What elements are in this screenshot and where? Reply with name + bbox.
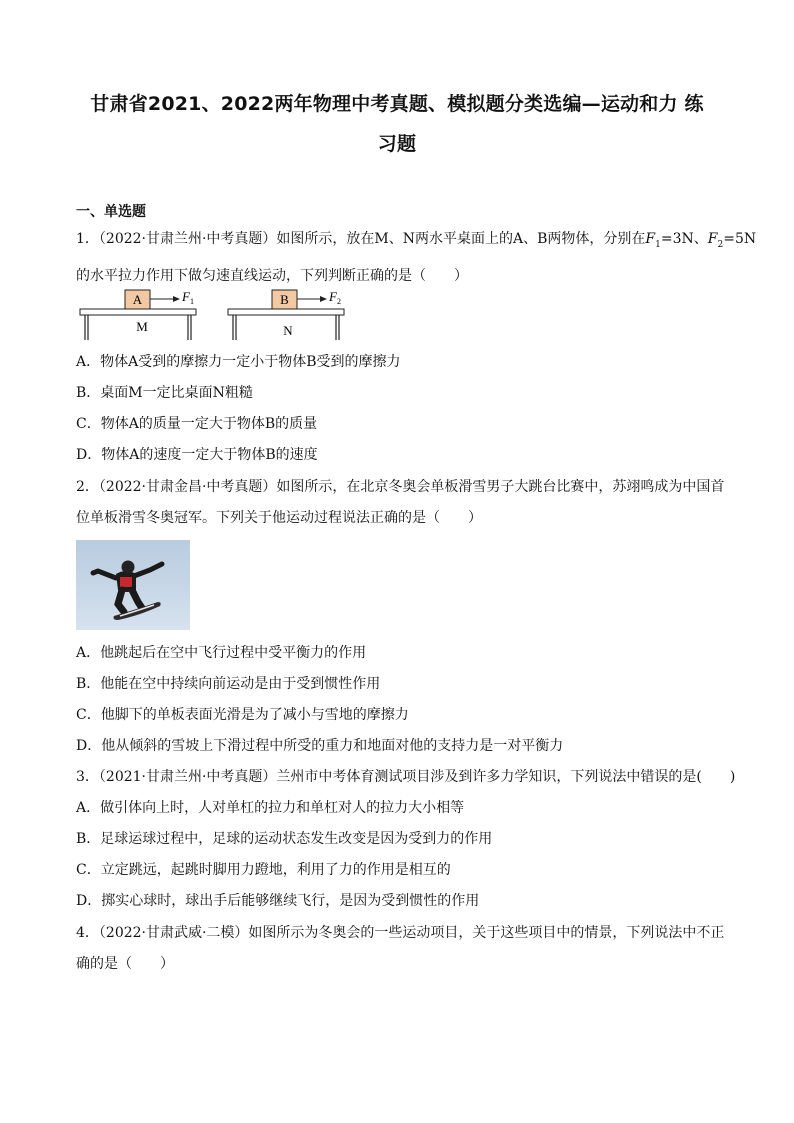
q1-stem-part-d: 的水平拉力作用下做匀速直线运动，下列判断正确的是（ ） (76, 267, 468, 284)
q2-option-a: A．他跳起后在空中飞行过程中受平衡力的作用 (76, 645, 367, 661)
subscript-2: 2 (717, 239, 724, 250)
q3-option-b: B．足球运球过程中，足球的运动状态发生改变是因为受到力的作用 (76, 831, 493, 847)
table-m-top (80, 309, 196, 315)
q1-stem-part-a: 1．（2022·甘肃兰州·中考真题）如图所示，放在M、N两水平桌面上的A、B两物体，分别在 (76, 231, 646, 247)
question-4-stem (76, 918, 724, 980)
table-n-top (228, 309, 344, 315)
q4-stem-part-a: 4．（2022·甘肃武威·二模）如图所示为冬奥会的一些运动项目，关于这些项目中的情景，下列说法中不正 (76, 925, 725, 941)
force-symbol-f1: F (645, 231, 656, 247)
table-m-label: M (136, 319, 148, 334)
block-a-label: A (132, 292, 143, 307)
force-arrow-f1-head (173, 296, 180, 302)
q2-stem-part-a: 2．（2022·甘肃金昌·中考真题）如图所示，在北京冬奥会单板滑雪男子大跳台比赛中，苏翊鸣成为中国首 (76, 479, 725, 495)
title-line-2: 习题 (377, 133, 417, 155)
snowboarder-illustration (76, 540, 190, 630)
q1-stem-part-c: =5N (723, 231, 757, 247)
q3-option-a: A．做引体向上时，人对单杠的拉力和单杠对人的拉力大小相等 (76, 800, 465, 816)
block-b-label: B (280, 292, 289, 307)
q1-option-b: B．桌面M一定比桌面N粗糙 (76, 385, 253, 401)
force-symbol-f2: F (707, 231, 718, 247)
question-3-stem: 3．（2021·甘肃兰州·中考真题）兰州市中考体育测试项目涉及到许多力学知识，下列说法中错误的是( ) (76, 769, 736, 785)
q2-option-d: D．他从倾斜的雪坡上下滑过程中所受的重力和地面对他的支持力是一对平衡力 (76, 738, 564, 754)
question-1-stem (76, 224, 757, 292)
q1-option-c: C．物体A的质量一定大于物体B的质量 (76, 416, 318, 432)
force-arrow-f2-head (320, 296, 327, 302)
subscript-1: 1 (655, 239, 661, 250)
q1-stem-part-b: =3N、 (660, 231, 708, 247)
table-n-label: N (283, 323, 293, 338)
q2-stem-part-b: 位单板滑雪冬奥冠军。下列关于他运动过程说法正确的是（ ） (76, 510, 482, 526)
snowboarder-photo (76, 540, 190, 630)
document-title (60, 84, 734, 164)
force-label-f2: $F_2$ (329, 289, 341, 306)
force-label-f1: $F_1$ (182, 289, 194, 306)
question-2-stem (76, 472, 724, 534)
q1-option-a: A．物体A受到的摩擦力一定小于物体B受到的摩擦力 (76, 354, 401, 370)
q3-option-c: C．立定跳远，起跳时脚用力蹬地，利用了力的作用是相互的 (76, 862, 451, 878)
q4-stem-part-b: 确的是（ ） (76, 956, 174, 972)
section-heading: 一、单选题 (76, 204, 146, 220)
q2-option-c: C．他脚下的单板表面光滑是为了减小与雪地的摩擦力 (76, 707, 409, 723)
q3-option-d: D．掷实心球时，球出手后能够继续飞行，是因为受到惯性的作用 (76, 893, 480, 909)
q1-option-d: D．物体A的速度一定大于物体B的速度 (76, 447, 318, 463)
q1-diagram (76, 284, 356, 342)
title-line-1: 甘肃省2021、2022两年物理中考真题、模拟题分类选编—运动和力 练 (90, 93, 704, 115)
q2-option-b: B．他能在空中持续向前运动是由于受到惯性作用 (76, 676, 381, 692)
